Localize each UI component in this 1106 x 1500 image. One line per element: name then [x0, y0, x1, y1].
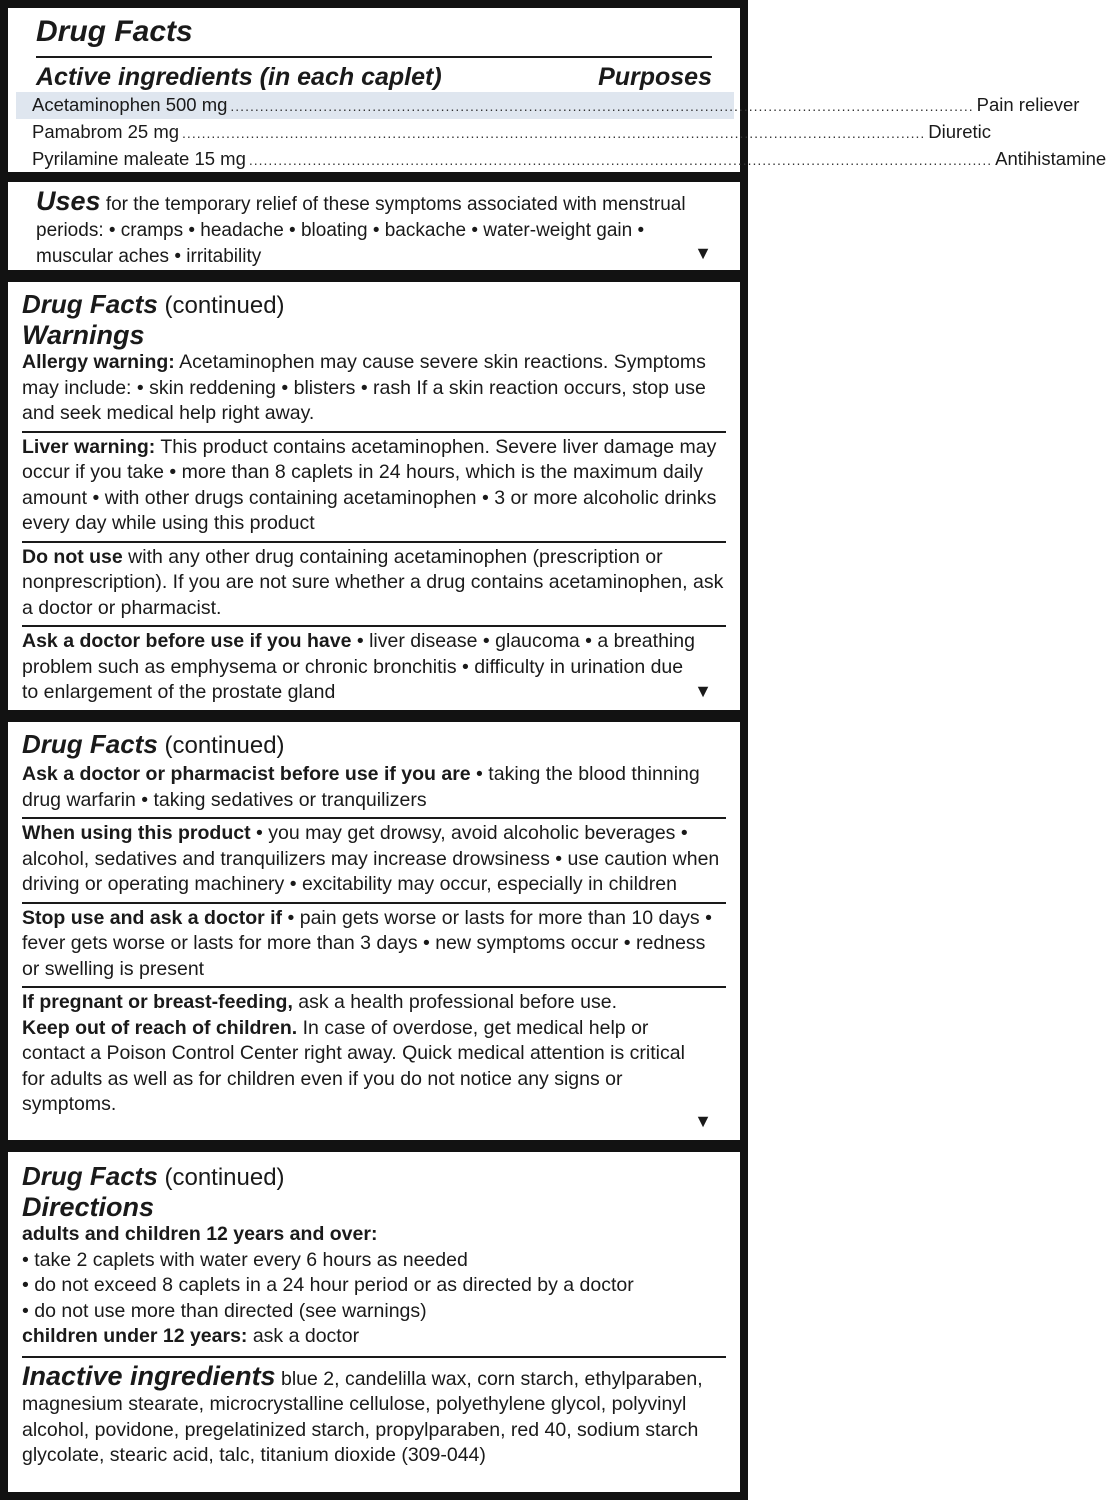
drug-facts-title: Drug Facts — [36, 15, 193, 48]
drug-facts-panel-warnings — [0, 274, 748, 718]
inactive-ingredients-text: blue 2, candelilla wax, corn starch, ethylparaben, magnesium stearate, microcrystalline cellulose, polyethylene glycol, polyvinyl alcohol, povidone, pregelatinized starch, propylparaben, red 40, sodium starch glycolate, stearic acid, talc, titanium dioxide (309-044) — [22, 1367, 703, 1466]
pregnant-label: If pregnant or breast-feeding, — [22, 991, 293, 1013]
inactive-ingredients-heading: Inactive ingredients — [22, 1360, 276, 1391]
leader-dots: ........................................................................................................................................................ — [230, 98, 974, 114]
ingredient-row — [32, 119, 991, 146]
directions-heading: Directions — [22, 1192, 155, 1222]
drug-facts-panel-1 — [0, 0, 1106, 180]
ingredient-name: Pamabrom 25 mg — [32, 121, 180, 142]
ingredient-purpose: Pain reliever — [976, 94, 1080, 115]
ingredient-purpose: Diuretic — [928, 121, 991, 142]
drug-facts-continued-title — [22, 730, 726, 762]
when-using-text: • you may get drowsy, avoid alcoholic beverages • alcohol, sedatives and tranquilizers may increase drowsiness • use caution when driving or operating machinery • excitability may occur, especially in children — [22, 822, 720, 895]
pregnant-text: ask a health professional before use. — [292, 991, 617, 1013]
directions-section — [22, 1222, 726, 1356]
ingredient-row — [32, 146, 1106, 173]
drug-facts-panel-uses — [0, 178, 748, 278]
drug-facts-continued-title — [22, 290, 726, 320]
direction-item: • take 2 caplets with water every 6 hours as needed — [22, 1248, 468, 1271]
when-using-product — [22, 819, 726, 902]
children-text: ask a doctor — [247, 1325, 360, 1347]
drug-facts-continued-title — [22, 1162, 726, 1192]
allergy-warning — [22, 350, 726, 431]
allergy-warning-label: Allergy warning: — [22, 351, 175, 373]
continue-arrow-icon: ▼ — [694, 243, 712, 263]
liver-warning-label: Liver warning: — [22, 435, 156, 458]
adults-label: adults and children 12 years and over: — [22, 1223, 378, 1245]
do-not-use — [22, 543, 726, 626]
uses-section — [8, 182, 740, 270]
when-using-label: When using this product — [22, 822, 251, 844]
ask-doctor-text: • liver disease • glaucoma • a breathing problem such as emphysema or chronic bronchitis • difficulty in urination due to enlargement of the prostate gland — [22, 630, 695, 703]
drug-facts-panel-directions — [0, 1144, 748, 1500]
divider — [36, 56, 712, 58]
ingredient-name: Pyrilamine maleate 15 mg — [32, 148, 246, 169]
direction-item: • do not exceed 8 caplets in a 24 hour period or as directed by a doctor — [22, 1274, 634, 1296]
leader-dots: ........................................................................................................................................................ — [182, 125, 926, 141]
do-not-use-text: with any other drug containing acetaminophen (prescription or nonprescription). If you are not sure whether a drug contains acetaminophen, ask a doctor or pharmacist. — [22, 545, 724, 619]
liver-warning — [22, 433, 726, 541]
ask-doctor-pharmacist — [22, 762, 726, 817]
uses-text: for the temporary relief of these symptoms associated with menstrual periods: • cramps • headache • bloating • backache • water-weight gain • muscular aches • irritability — [36, 194, 686, 267]
do-not-use-label: Do not use — [22, 545, 123, 568]
drug-facts-panel-warnings-continued — [0, 714, 748, 1148]
ask-pharmacist-label: Ask a doctor or pharmacist before use if you are — [22, 763, 471, 785]
ask-doctor-label: Ask a doctor before use if you have — [22, 630, 352, 652]
ingredient-name: Acetaminophen 500 mg — [32, 94, 228, 115]
pregnant-and-children — [22, 988, 726, 1118]
ingredient-row — [16, 92, 1080, 119]
continued-label: (continued) — [157, 1164, 285, 1191]
children-label: children under 12 years: — [22, 1325, 248, 1347]
stop-use-label: Stop use and ask a doctor if — [22, 906, 283, 929]
continue-arrow-icon: ▼ — [694, 681, 712, 701]
purposes-heading: Purposes — [598, 63, 712, 91]
drug-facts-title: Drug Facts — [22, 289, 158, 319]
drug-facts-title: Drug Facts — [22, 1161, 158, 1191]
active-ingredients-header — [36, 62, 712, 92]
ask-pharmacist-text: • taking the blood thinning drug warfarin • taking sedatives or tranquilizers — [22, 763, 700, 811]
ask-doctor-before-use — [22, 627, 726, 706]
inactive-ingredients — [22, 1358, 726, 1469]
keep-out-label: Keep out of reach of children. — [22, 1016, 298, 1039]
ingredient-purpose: Antihistamine — [995, 148, 1106, 169]
active-ingredients-heading: Active ingredients (in each caplet) — [36, 63, 442, 91]
keep-out-text: In case of overdose, get medical help or contact a Poison Control Center right away. Quick medical attention is critical for adults as well as for children even if you do not notice any signs or symptoms. — [22, 1016, 685, 1115]
stop-use-text: • pain gets worse or lasts for more than 10 days • fever gets worse or lasts for more than 3 days • new symptoms occur • redness or swelling is present — [22, 906, 712, 980]
drug-facts-title: Drug Facts — [22, 729, 158, 759]
allergy-warning-text: Acetaminophen may cause severe skin reactions. Symptoms may include: • skin reddening • blisters • rash If a skin reaction occurs, stop use and seek medical help right away. — [22, 351, 706, 424]
uses-heading: Uses — [36, 186, 101, 216]
leader-dots: ........................................................................................................................................................ — [248, 152, 993, 168]
continue-arrow-icon: ▼ — [694, 1111, 712, 1131]
stop-use — [22, 904, 726, 987]
continued-label: (continued) — [157, 732, 285, 759]
continued-label: (continued) — [157, 292, 285, 319]
direction-item: • do not use more than directed (see warnings) — [22, 1299, 427, 1322]
warnings-heading: Warnings — [22, 320, 145, 350]
liver-warning-text: This product contains acetaminophen. Severe liver damage may occur if you take • more than 8 caplets in 24 hours, which is the maximum daily amount • with other drugs containing acetaminophen • 3 or more alcoholic drinks every day while using this product — [22, 435, 717, 534]
